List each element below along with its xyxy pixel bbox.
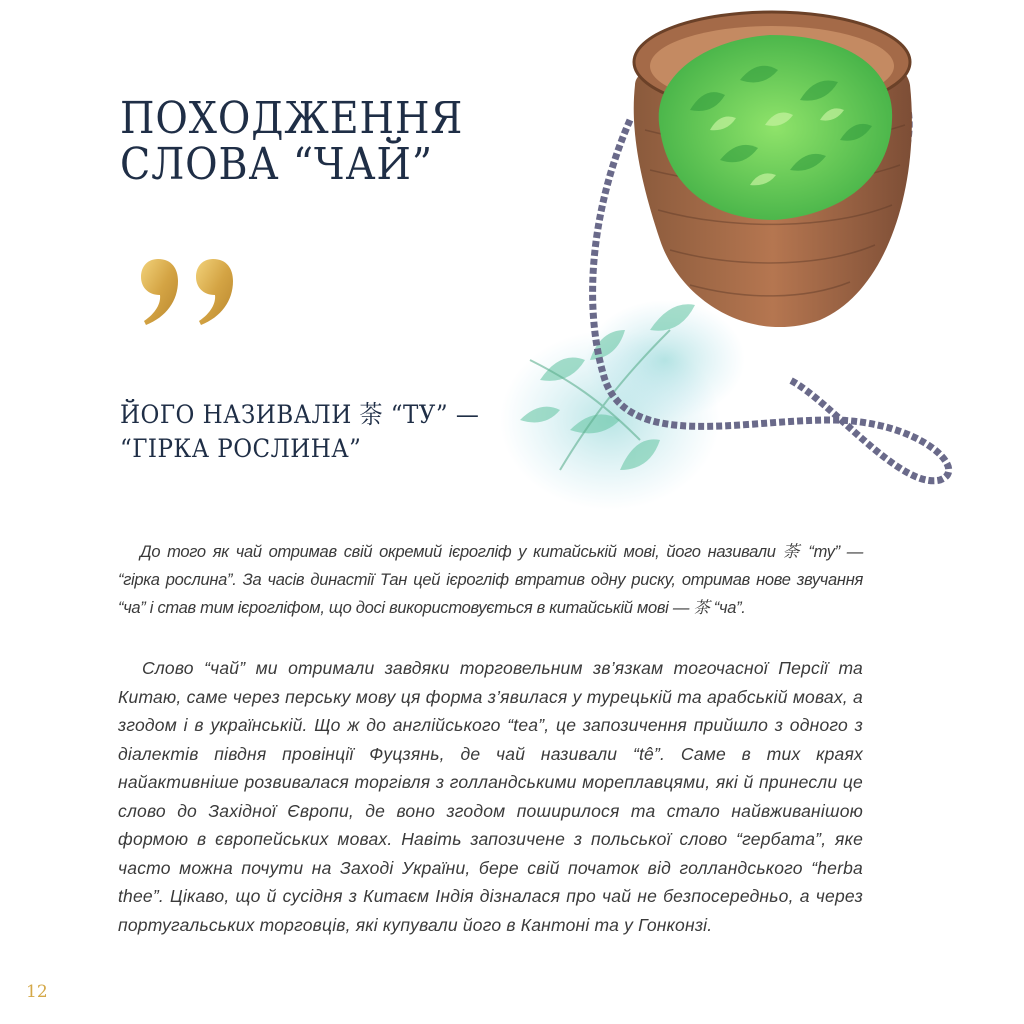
subtitle-line-1: ЙОГО НАЗИВАЛИ 荼 “ТУ” — xyxy=(120,400,480,429)
page-number: 12 xyxy=(26,982,48,1002)
tea-basket-illustration xyxy=(500,0,980,520)
page-title-line-1: ПОХОДЖЕННЯ xyxy=(120,93,464,144)
page-title xyxy=(120,93,498,190)
paragraph-1: До того як чай отримав свій окремий ієрогліф у китайській мові, його називали 荼 “ту” — “гірка рослина”. За часів династії Тан цей ієрогліф втратив одну риску, отримав нове звучання “ча” і став тим ієрогліфом, що досі використовується в китайській мові — 茶 “ча”. xyxy=(118,543,863,617)
page-title-line-2: СЛОВА “ЧАЙ” xyxy=(120,139,434,190)
paragraph-2: Слово “чай” ми отримали завдяки торговельним зв’язкам тогочасної Персії та Китаю, саме через перську мову ця форма з’явилася у турецькій та арабській мовах, а згодом і в українській. Що ж до англійського “tea”, це запозичення прийшло з одного з діалектів півдня провінції Фуцзянь, де чай називали “tê”. Саме в тих краях найактивніше розвивалася торгівля з голландськими мореплавцями, які й принесли це слово до Західної Європи, де воно згодом поширилося та стало найвживанішою формою в європейських мовах. Навіть запозичене з польської слово “гербата”, яке часто можна почути на Заході України, бере свій початок від голландського “herba thee”. Цікаво, що й сусідня з Китаєм Індія дізналася про чай не безпосередньо, а через португальських торговців, які купували його в Кантоні та у Гонконзі. xyxy=(118,658,863,935)
subtitle-line-2: “ГІРКА РОСЛИНА” xyxy=(120,434,362,463)
subtitle xyxy=(120,398,506,466)
gold-closing-quote-icon xyxy=(138,255,248,335)
